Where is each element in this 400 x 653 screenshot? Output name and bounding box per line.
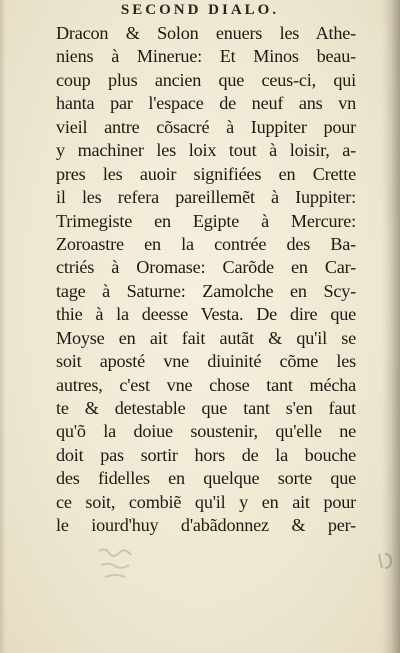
text-line: qu'õ la doiue soustenir, qu'elle ne (56, 421, 356, 442)
show-through-ink (95, 543, 165, 583)
body-text (56, 22, 356, 538)
text-line: vieil antre cõsacré à Iuppiter pour (56, 116, 356, 137)
show-through-ink (376, 550, 396, 572)
running-head: SECOND DIALO. (120, 2, 280, 18)
text-line: il les refera pareillemẽt à Iuppiter: (56, 187, 356, 208)
text-line: hanta par l'espace de neuf ans vn (56, 93, 356, 114)
text-line: niens à Minerue: Et Minos beau- (56, 46, 356, 67)
text-line: ctriés à Oromase: Carõde en Car- (56, 257, 356, 278)
text-line: soit aposté vne diuinité cõme les (56, 351, 356, 372)
text-line: tage à Saturne: Zamolche en Scy- (56, 280, 356, 301)
text-line: pres les auoir signifiées en Crette (56, 163, 356, 184)
text-line: coup plus ancien que ceus-ci, qui (56, 69, 356, 90)
text-line: thie à la deesse Vesta. De dire que (56, 304, 356, 325)
text-line: Trimegiste en Egipte à Mercure: (56, 210, 356, 231)
text-line: le iourd'huy d'abãdonnez & per- (56, 515, 356, 536)
text-line: Zoroastre en la contrée des Ba- (56, 233, 356, 254)
text-line: Dracon & Solon enuers les Athe- (56, 23, 356, 43)
text-line: des fidelles en quelque sorte que (56, 468, 356, 489)
text-line: ce soit, combiẽ qu'il y en ait pour (56, 491, 356, 512)
text-line: te & detestable que tant s'en faut (56, 398, 356, 418)
text-line: y machiner les loix tout à loisir, a- (56, 140, 356, 161)
page-left-edge (0, 0, 6, 653)
text-line: doit pas sortir hors de la bouche (56, 444, 356, 465)
text-line: Moyse en ait fait autãt & qu'il se (56, 327, 356, 348)
text-line: autres, c'est vne chose tant mécha (56, 374, 356, 395)
